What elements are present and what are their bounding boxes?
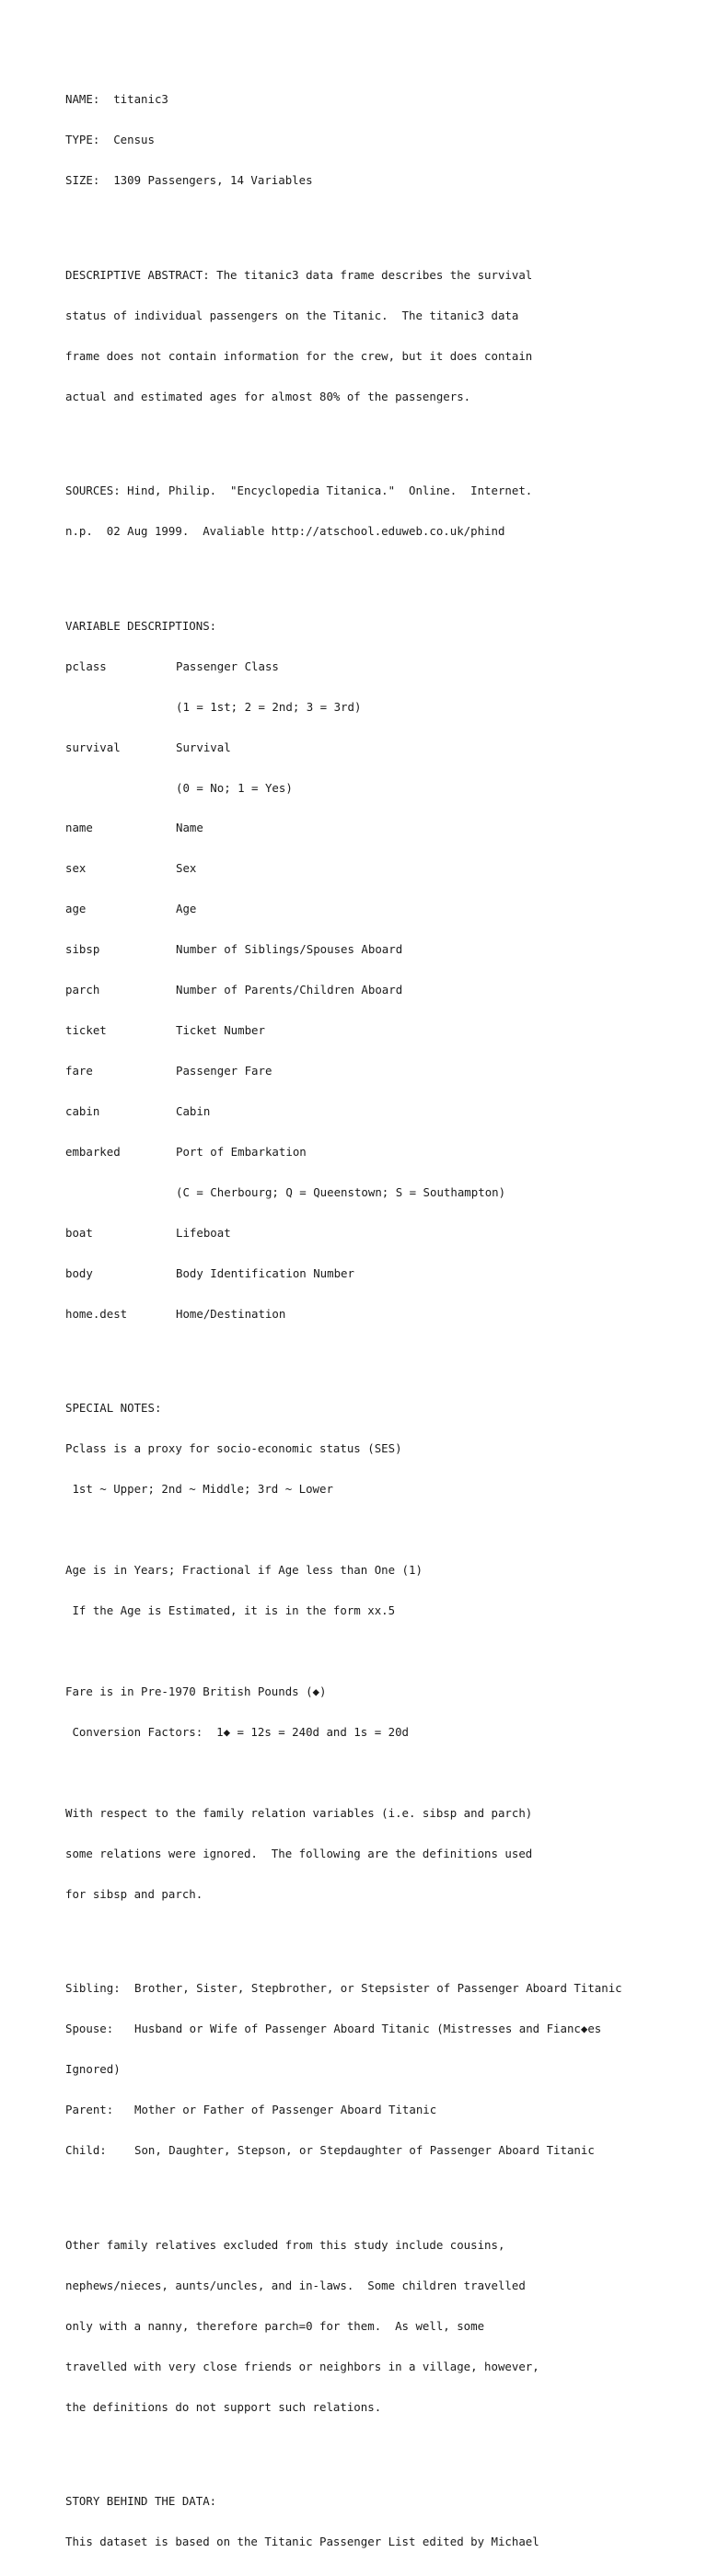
blank-line — [65, 1929, 701, 1942]
variable-row — [65, 1146, 701, 1160]
relation-text: Son, Daughter, Stepson, or Stepdaughter of Passenger Aboard Titanic — [134, 2143, 595, 2158]
variable-name: cabin — [65, 1104, 100, 1119]
note-line: 1st ~ Upper; 2nd ~ Middle; 3rd ~ Lower — [65, 1482, 333, 1497]
relation-label: Sibling: — [65, 1981, 121, 1996]
variable-desc: Body Identification Number — [176, 1265, 354, 1280]
note-line: some relations were ignored. The following are the definitions used — [65, 1846, 533, 1860]
note-line: for sibsp and parch. — [65, 1886, 203, 1901]
variable-name: boat — [65, 1226, 93, 1241]
variable-desc: Cabin — [176, 1104, 211, 1119]
relation-label: Child: — [65, 2143, 107, 2158]
variable-desc: Lifeboat — [176, 1226, 231, 1241]
variable-row — [65, 984, 701, 997]
variable-name: parch — [65, 983, 100, 997]
variable-name: survival — [65, 740, 121, 754]
variable-row — [65, 1024, 701, 1038]
relation-label: Spouse: — [65, 2022, 114, 2036]
variable-name: pclass — [65, 659, 107, 673]
blank-line — [65, 431, 701, 445]
relation-text: Ignored) — [65, 2062, 121, 2077]
variable-desc: (C = Cherbourg; Q = Queenstown; S = Southampton) — [176, 1185, 506, 1200]
variable-desc: Port of Embarkation — [176, 1145, 307, 1160]
name-line: NAME: titanic3 — [65, 92, 168, 107]
note-line: Age is in Years; Fractional if Age less than One (1) — [65, 1563, 423, 1578]
type-line: TYPE: Census — [65, 133, 155, 147]
variable-name: home.dest — [65, 1306, 128, 1321]
variable-row — [65, 903, 701, 916]
variable-name: sibsp — [65, 942, 100, 957]
variable-name: name — [65, 821, 93, 835]
note-line: With respect to the family relation variables (i.e. sibsp and parch) — [65, 1806, 533, 1821]
variable-name: ticket — [65, 1023, 107, 1038]
abstract-line: status of individual passengers on the Titanic. The titanic3 data — [65, 308, 519, 322]
variable-row — [65, 660, 701, 674]
variable-desc: Name — [176, 821, 203, 835]
variable-row — [65, 782, 701, 796]
other-relatives-line: the definitions do not support such relations. — [65, 2399, 382, 2414]
blank-line — [65, 2442, 701, 2455]
relation-row — [65, 2063, 701, 2077]
variable-row — [65, 862, 701, 876]
variable-row — [65, 1186, 701, 1200]
relation-row — [65, 2104, 701, 2117]
variable-name: fare — [65, 1064, 93, 1078]
blank-line — [65, 1645, 701, 1659]
variable-desc: Survival — [176, 740, 231, 754]
other-relatives-line: travelled with very close friends or neighbors in a village, however, — [65, 2359, 539, 2373]
variable-name: embarked — [65, 1145, 121, 1160]
blank-line — [65, 215, 701, 228]
relation-row — [65, 1982, 701, 1996]
relation-text: Mother or Father of Passenger Aboard Titanic — [134, 2103, 437, 2117]
variables-heading: VARIABLE DESCRIPTIONS: — [65, 618, 217, 633]
variable-row — [65, 1065, 701, 1078]
variable-row — [65, 701, 701, 715]
variable-desc: Age — [176, 902, 197, 916]
abstract-line: actual and estimated ages for almost 80% of the passengers. — [65, 389, 471, 403]
variable-name: body — [65, 1265, 93, 1280]
variable-row — [65, 1267, 701, 1281]
variable-desc: (0 = No; 1 = Yes) — [176, 780, 293, 795]
variable-desc: (1 = 1st; 2 = 2nd; 3 = 3rd) — [176, 699, 362, 714]
relation-row — [65, 2022, 701, 2036]
variable-row — [65, 1227, 701, 1241]
note-line: Pclass is a proxy for socio-economic status (SES) — [65, 1441, 402, 1456]
variable-desc: Home/Destination — [176, 1306, 286, 1321]
blank-line — [65, 1348, 701, 1362]
story-line: This dataset is based on the Titanic Passenger List edited by Michael — [65, 2535, 539, 2549]
variable-desc: Sex — [176, 861, 197, 876]
sources-line: SOURCES: Hind, Philip. "Encyclopedia Titanica." Online. Internet. — [65, 484, 533, 498]
note-line: Conversion Factors: 1◆ = 12s = 240d and 1s = 20d — [65, 1725, 409, 1740]
variable-desc: Number of Siblings/Spouses Aboard — [176, 942, 403, 957]
variable-desc: Passenger Class — [176, 659, 279, 673]
blank-line — [65, 2185, 701, 2198]
blank-line — [65, 1766, 701, 1780]
variable-row — [65, 1105, 701, 1119]
note-line: If the Age is Estimated, it is in the form xx.5 — [65, 1603, 396, 1618]
variable-row — [65, 1308, 701, 1322]
relation-row — [65, 2144, 701, 2158]
document-text — [65, 66, 701, 2576]
variable-desc: Passenger Fare — [176, 1064, 272, 1078]
relation-label: Parent: — [65, 2103, 114, 2117]
sources-line: n.p. 02 Aug 1999. Avaliable http://atschool.eduweb.co.uk/phind — [65, 524, 505, 539]
blank-line — [65, 565, 701, 579]
relation-text: Brother, Sister, Stepbrother, or Stepsister of Passenger Aboard Titanic — [134, 1981, 622, 1996]
abstract-line: DESCRIPTIVE ABSTRACT: The titanic3 data frame describes the survival — [65, 267, 533, 282]
abstract-line: frame does not contain information for the crew, but it does contain — [65, 348, 533, 363]
other-relatives-line: nephews/nieces, aunts/uncles, and in-laws. Some children travelled — [65, 2278, 526, 2292]
size-line: SIZE: 1309 Passengers, 14 Variables — [65, 173, 313, 188]
other-relatives-line: Other family relatives excluded from this study include cousins, — [65, 2237, 505, 2252]
variable-desc: Number of Parents/Children Aboard — [176, 983, 403, 997]
special-notes-heading: SPECIAL NOTES: — [65, 1401, 162, 1416]
variable-row — [65, 822, 701, 835]
other-relatives-line: only with a nanny, therefore parch=0 for them. As well, some — [65, 2318, 485, 2333]
note-line: Fare is in Pre-1970 British Pounds (◆) — [65, 1684, 327, 1699]
variable-name: sex — [65, 861, 87, 876]
variable-name: age — [65, 902, 87, 916]
story-heading: STORY BEHIND THE DATA: — [65, 2494, 217, 2509]
blank-line — [65, 1523, 701, 1537]
variable-row — [65, 943, 701, 957]
variable-desc: Ticket Number — [176, 1023, 265, 1038]
variable-row — [65, 741, 701, 755]
relation-text: Husband or Wife of Passenger Aboard Titanic (Mistresses and Fianc◆es — [134, 2022, 602, 2036]
